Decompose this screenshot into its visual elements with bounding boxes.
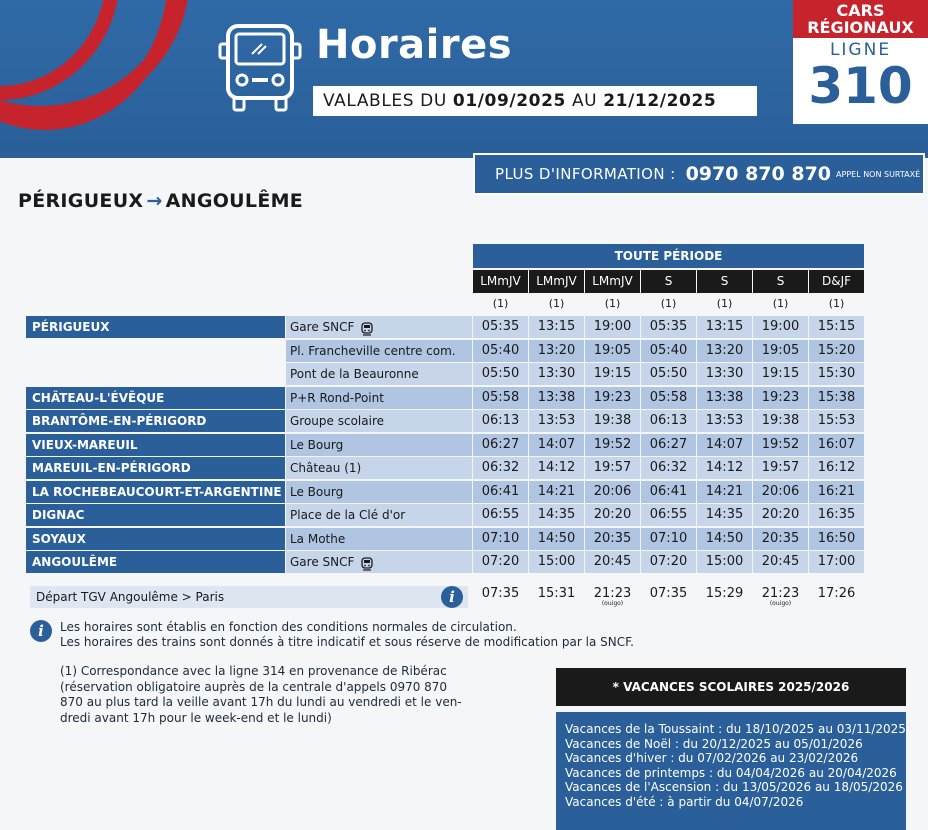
stop-cell [286,457,472,479]
time-cell: 13:53 [697,410,752,432]
day-note: (1) [828,297,845,310]
stop-name: La Mothe [290,531,346,546]
time-cell: 05:50 [473,363,528,385]
time-cell: 15:00 [697,551,752,573]
vacances-line: Vacances d'hiver : du 07/02/2026 au 23/02/2026 [565,751,859,765]
brand-logo [793,0,928,38]
time-cell: 16:07 [809,434,864,456]
page-title: Horaires [316,22,513,68]
time-cell: 05:40 [473,340,528,362]
time-cell: 06:41 [473,481,528,503]
time-cell: 05:40 [641,340,696,362]
stop-name: P+R Rond-Point [290,390,384,405]
city-cell: MAREUIL-EN-PÉRIGORD [26,457,285,479]
day-column-header: S [641,270,696,293]
stop-cell [286,551,472,573]
stop-name: Le Bourg [290,484,344,499]
brand-line2: RÉGIONAUX [807,18,914,37]
time-cell: 06:32 [641,457,696,479]
vacances-line: Vacances de l'Ascension : du 13/05/2026 au 18/05/2026 [565,780,903,794]
vacances-title: * VACANCES SCOLAIRES 2025/2026 [556,668,906,706]
stop-cell [286,481,472,503]
time-cell: 06:41 [641,481,696,503]
city-cell: CHÂTEAU-L'ÉVÊQUE [26,387,285,409]
time-cell: 13:38 [697,387,752,409]
ouigo-note: (ouigo) [769,600,792,607]
route-to: ANGOULÊME [165,190,304,212]
time-cell: 19:00 [753,316,808,338]
time-cell: 13:20 [697,340,752,362]
ligne-label: LIGNE [829,40,892,60]
stop-cell [286,340,472,362]
time-cell: 16:50 [809,528,864,550]
route-title [18,190,303,212]
time-cell: 07:20 [641,551,696,573]
day-column-header: D&JF [809,270,864,293]
notes [60,620,634,650]
stop-cell [286,410,472,432]
time-cell: 13:38 [529,387,584,409]
time-cell: 05:58 [473,387,528,409]
footnote-line: (1) Correspondance avec la ligne 314 en provenance de Ribérac [60,664,447,678]
time-cell: 20:20 [585,504,640,526]
time-cell: 19:57 [585,457,640,479]
time-cell: 06:27 [473,434,528,456]
day-column-header: LMmJV [529,270,584,293]
time-cell: 15:20 [809,340,864,362]
tgv-time [753,586,808,607]
time-cell: 06:55 [641,504,696,526]
tgv-time-value: 17:26 [817,586,856,601]
vacances-line: Vacances d'été : à partir du 04/07/2026 [565,794,804,809]
stop-name: Place de la Clé d'or [290,508,406,522]
day-column-header: LMmJV [585,270,640,293]
info-label: PLUS D'INFORMATION : [495,165,676,183]
tgv-time-value: 07:35 [481,586,520,601]
time-cell: 15:00 [529,551,584,573]
route-from: PÉRIGUEUX [18,190,144,212]
time-cell: 07:10 [473,528,528,550]
time-cell: 15:15 [809,316,864,338]
stop-name: Gare SNCF [290,555,355,569]
info-icon: i [441,586,463,608]
day-note: (1) [492,297,509,310]
vacances-line: Vacances de printemps : du 04/04/2026 au 20/04/2026 [565,765,897,780]
time-cell: 16:12 [809,457,864,479]
time-cell: 05:58 [641,387,696,409]
info-phone[interactable]: 0970 870 870 [685,163,832,185]
time-cell: 14:21 [529,481,584,503]
stop-name: Pont de la Beauronne [290,367,419,381]
validity-prefix: VALABLES DU [323,91,447,111]
time-cell: 19:57 [753,457,808,479]
time-cell: 19:15 [585,363,640,385]
time-cell: 20:06 [753,481,808,503]
time-cell: 14:12 [697,457,752,479]
line-badge [793,0,928,124]
train-icon [360,321,374,335]
day-note: (1) [604,297,621,310]
time-cell: 14:35 [697,504,752,526]
tgv-departure-label: Départ TGV Angoulême > Paris [30,586,468,608]
day-note: (1) [716,297,733,310]
stop-cell [286,528,472,550]
time-cell: 14:50 [529,528,584,550]
time-cell: 19:15 [753,363,808,385]
day-note: (1) [772,297,789,310]
stop-name: Gare SNCF [290,320,355,334]
time-cell: 14:35 [529,504,584,526]
stop-cell [286,387,472,409]
time-cell: 20:45 [585,551,640,573]
train-icon [360,556,374,570]
arrow-right-icon: → [146,190,163,212]
time-cell: 19:38 [753,410,808,432]
time-cell: 14:21 [697,481,752,503]
stop-cell [286,434,472,456]
tgv-time [585,586,640,607]
ouigo-note: (ouigo) [601,600,624,607]
time-cell: 16:35 [809,504,864,526]
time-cell: 15:30 [809,363,864,385]
time-cell: 06:55 [473,504,528,526]
time-cell: 13:20 [529,340,584,362]
tgv-time-value: 07:35 [649,586,688,601]
time-cell: 14:50 [697,528,752,550]
tgv-time-value: 21:23 [761,586,800,601]
tgv-time [641,586,696,601]
day-note: (1) [660,297,677,310]
ligne-number: 310 [808,57,913,115]
footnote [60,664,462,726]
time-cell: 15:38 [809,387,864,409]
time-cell: 19:52 [585,434,640,456]
info-note: APPEL NON SURTAXÉ [836,169,921,179]
vacances-box [556,712,906,830]
time-cell: 19:23 [585,387,640,409]
validity-to: 21/12/2025 [603,91,717,111]
time-cell: 05:35 [641,316,696,338]
info-bar [473,153,925,195]
time-cell: 06:32 [473,457,528,479]
time-cell: 06:27 [641,434,696,456]
day-column-header: S [753,270,808,293]
bus-icon [212,20,308,120]
validity-banner [313,86,757,116]
brand-line1: CARS [836,1,885,20]
period-header: TOUTE PÉRIODE [473,244,864,268]
stop-cell [286,504,472,526]
tgv-time [809,586,864,601]
time-cell: 13:30 [529,363,584,385]
note-line: Les horaires sont établis en fonction des conditions normales de circulation. [60,620,517,634]
tgv-time-value: 15:31 [537,586,576,601]
time-cell: 19:00 [585,316,640,338]
time-cell: 14:07 [529,434,584,456]
day-note: (1) [548,297,565,310]
time-cell: 06:13 [473,410,528,432]
footnote-line: 870 au plus tard la veille avant 17h du lundi au vendredi et le ven- [60,695,462,709]
stop-name: Pl. Francheville centre com. [290,343,456,358]
time-cell: 13:30 [697,363,752,385]
city-cell: VIEUX-MAREUIL [26,434,285,456]
city-cell: PÉRIGUEUX [26,316,285,338]
decorative-arc [0,0,180,130]
city-cell: BRANTÔME-EN-PÉRIGORD [26,410,285,432]
vacances-line: Vacances de Noël : du 20/12/2025 au 05/01/2026 [565,736,863,751]
tgv-time-value: 15:29 [705,586,744,601]
time-cell: 17:00 [809,551,864,573]
time-cell: 20:45 [753,551,808,573]
city-cell: LA ROCHEBEAUCOURT-ET-ARGENTINE [26,481,285,503]
city-cell: ANGOULÊME [26,551,285,573]
time-cell: 20:06 [585,481,640,503]
header-banner [0,0,928,158]
stop-name: Groupe scolaire [290,414,384,428]
stop-cell [286,363,472,385]
footnote-line: (réservation obligatoire auprès de la centrale d'appels 0970 870 [60,679,448,694]
stop-name: Le Bourg [290,437,344,452]
time-cell: 06:13 [641,410,696,432]
time-cell: 05:35 [473,316,528,338]
time-cell: 19:38 [585,410,640,432]
time-cell: 14:12 [529,457,584,479]
tgv-time [529,586,584,601]
time-cell: 14:07 [697,434,752,456]
time-cell: 07:10 [641,528,696,550]
day-column-header: LMmJV [473,270,528,293]
time-cell: 20:35 [753,528,808,550]
validity-mid: AU [571,91,598,111]
time-cell: 16:21 [809,481,864,503]
day-column-header: S [697,270,752,293]
time-cell: 19:05 [585,340,640,362]
time-cell: 13:15 [697,316,752,338]
stop-name: Château (1) [290,461,362,475]
vacances-line: Vacances de la Toussaint : du 18/10/2025 au 03/11/2025 [565,722,906,736]
time-cell: 20:20 [753,504,808,526]
time-cell: 20:35 [585,528,640,550]
city-cell: DIGNAC [26,504,285,526]
time-cell: 19:52 [753,434,808,456]
tgv-time [697,586,752,601]
time-cell: 13:53 [529,410,584,432]
stop-cell [286,316,472,338]
note-line: Les horaires des trains sont donnés à titre indicatif et sous réserve de modification par la SNCF. [60,635,634,649]
tgv-time [473,586,528,601]
time-cell: 19:23 [753,387,808,409]
info-icon: i [30,620,52,642]
time-cell: 05:50 [641,363,696,385]
time-cell: 19:05 [753,340,808,362]
tgv-time-value: 21:23 [593,586,632,601]
validity-from: 01/09/2025 [452,91,566,111]
time-cell: 13:15 [529,316,584,338]
city-cell: SOYAUX [26,528,285,550]
time-cell: 15:53 [809,410,864,432]
time-cell: 07:20 [473,551,528,573]
footnote-line: dredi avant 17h pour le week-end et le lundi) [60,710,332,725]
